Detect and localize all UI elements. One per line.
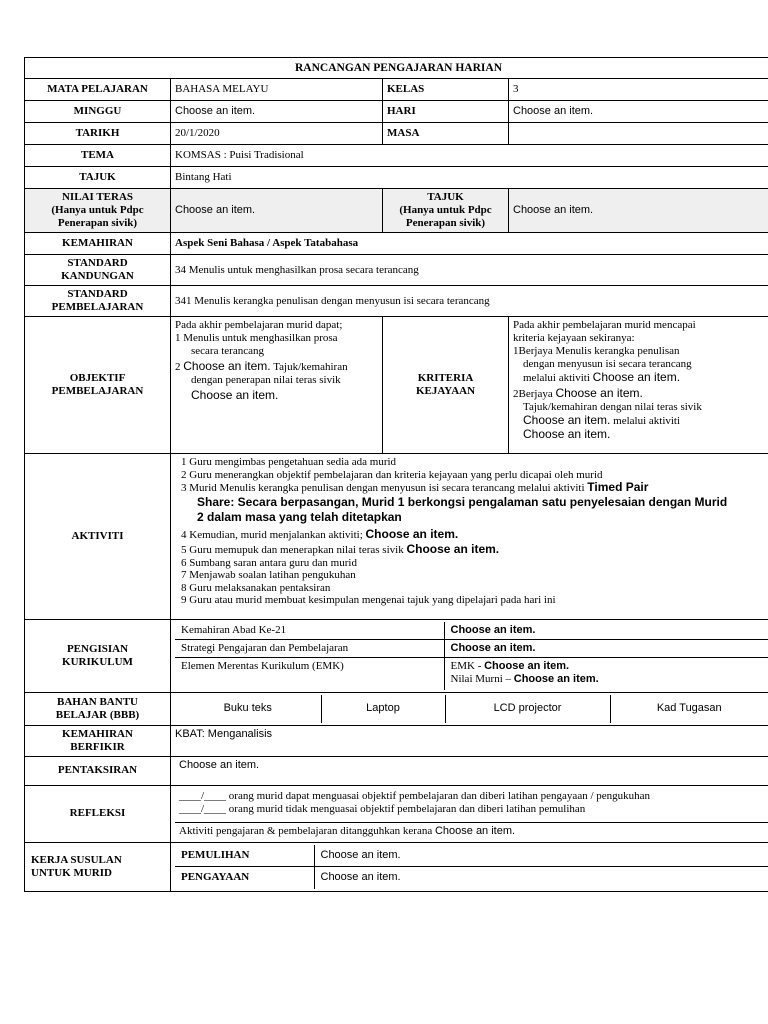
standard-kandungan-label-2: KANDUNGAN bbox=[61, 270, 134, 282]
objektif-content[interactable] bbox=[171, 317, 383, 454]
pengisian-nilai-dropdown[interactable]: Choose an item. bbox=[513, 673, 599, 685]
nilai-teras-title: NILAI TERAS bbox=[61, 191, 134, 203]
objektif-label-1: OBJEKTIF bbox=[69, 372, 126, 384]
aktiviti-item-1: 1 Guru mengimbas pengetahuan sedia ada murid bbox=[181, 456, 397, 468]
objektif-item-2-dropdown[interactable]: Choose an item. bbox=[183, 359, 271, 373]
kriteria-item-1-dropdown[interactable]: Choose an item. bbox=[592, 370, 681, 384]
lesson-plan-table bbox=[24, 57, 768, 892]
pengisian-nilai-line bbox=[451, 673, 763, 686]
kerja-susulan-label-2: UNTUK MURID bbox=[31, 866, 112, 879]
refleksi-line-3-dropdown[interactable]: Choose an item. bbox=[434, 824, 516, 837]
nilai-teras-note-1: (Hanya untuk Pdpc bbox=[51, 204, 144, 216]
aktiviti-item-5-dropdown[interactable]: Choose an item. bbox=[406, 542, 500, 556]
tajuk-label: TAJUK bbox=[25, 167, 171, 189]
standard-kandungan-label bbox=[25, 255, 171, 286]
kriteria-content[interactable] bbox=[509, 317, 768, 454]
refleksi-label: REFLEKSI bbox=[25, 785, 171, 842]
kriteria-intro-1: Pada akhir pembelajaran murid mencapai bbox=[513, 319, 696, 331]
aktiviti-item-3-text: 3 Murid Menulis kerangka penulisan dengan menyusun isi secara terancang melalui aktiviti bbox=[181, 482, 585, 494]
kriteria-item-2 bbox=[513, 387, 768, 401]
tema-value[interactable]: KOMSAS : Puisi Tradisional bbox=[171, 145, 768, 167]
bbb-table bbox=[175, 695, 768, 723]
tajuk-sivik-note-1: (Hanya untuk Pdpc bbox=[399, 204, 492, 216]
kriteria-label bbox=[383, 317, 509, 454]
bbb-item-1[interactable]: Buku teks bbox=[175, 695, 321, 723]
bbb-item-3[interactable]: LCD projector bbox=[445, 695, 610, 723]
berfikir-label bbox=[25, 725, 171, 756]
kriteria-item-1-cont-2 bbox=[513, 371, 768, 385]
objektif-label bbox=[25, 317, 171, 454]
bbb-item-4[interactable]: Kad Tugasan bbox=[610, 695, 768, 723]
aktiviti-item-3-cont-2: 2 dalam masa yang telah ditetapkan bbox=[197, 509, 402, 524]
kriteria-intro-2: kriteria kejayaan sekiranya: bbox=[513, 332, 635, 344]
kriteria-item-2-dropdown-2[interactable]: Choose an item. bbox=[523, 413, 611, 427]
bbb-content bbox=[171, 692, 768, 725]
mata-pelajaran-label: MATA PELAJARAN bbox=[25, 79, 171, 101]
berfikir-value[interactable]: KBAT: Menganalisis bbox=[171, 725, 768, 756]
tajuk-value[interactable]: Bintang Hati bbox=[171, 167, 768, 189]
kerja-susulan-label bbox=[25, 842, 171, 891]
standard-pembelajaran-label-2: PEMBELAJARAN bbox=[51, 301, 144, 313]
pengisian-emk-label: Elemen Merentas Kurikulum (EMK) bbox=[175, 658, 444, 690]
lesson-plan-page bbox=[24, 57, 768, 892]
aktiviti-content[interactable] bbox=[171, 454, 768, 620]
tajuk-sivik-dropdown[interactable]: Choose an item. bbox=[509, 189, 768, 233]
standard-kandungan-value[interactable]: 34 Menulis untuk menghasilkan prosa secara terancang bbox=[171, 255, 768, 286]
refleksi-content bbox=[171, 785, 768, 842]
masa-value[interactable] bbox=[509, 123, 768, 145]
pemulihan-label: PEMULIHAN bbox=[175, 845, 314, 867]
kriteria-item-2-prefix: 2Berjaya bbox=[513, 388, 553, 400]
kriteria-item-1-cont: dengan menyusun isi secara terancang bbox=[523, 358, 692, 370]
objektif-item-1-cont: secara terancang bbox=[191, 345, 264, 357]
pengisian-abad-label: Kemahiran Abad Ke-21 bbox=[175, 622, 444, 640]
objektif-item-2-number: 2 bbox=[175, 361, 181, 373]
tema-label: TEMA bbox=[25, 145, 171, 167]
aktiviti-item-2: 2 Guru menerangkan objektif pembelajaran dan kriteria kejayaan yang perlu dicapai oleh murid bbox=[181, 468, 603, 481]
kelas-value: 3 bbox=[509, 79, 768, 101]
kriteria-item-2-dropdown[interactable]: Choose an item. bbox=[555, 386, 643, 400]
kriteria-label-1: KRITERIA bbox=[417, 372, 474, 384]
kemahiran-label: KEMAHIRAN bbox=[25, 233, 171, 255]
kelas-label: KELAS bbox=[383, 79, 509, 101]
aktiviti-list bbox=[181, 456, 768, 607]
kriteria-item-2-aktiviti: melalui aktiviti bbox=[613, 415, 681, 427]
standard-pembelajaran-label-1: STANDARD bbox=[67, 288, 128, 300]
aktiviti-item-3-cont: Share: Secara berpasangan, Murid 1 berkongsi pengalaman satu penyelesaian dengan Murid bbox=[197, 494, 728, 509]
objektif-label-2: PEMBELAJARAN bbox=[51, 385, 144, 397]
pentaksiran-dropdown[interactable]: Choose an item. bbox=[171, 756, 768, 785]
masa-label: MASA bbox=[383, 123, 509, 145]
bbb-label-2: BELAJAR (BBB) bbox=[55, 708, 140, 721]
mata-pelajaran-value: BAHASA MELAYU bbox=[171, 79, 383, 101]
aktiviti-item-4-text: 4 Kemudian, murid menjalankan aktiviti; bbox=[181, 528, 363, 541]
pengisian-strategi-label: Strategi Pengajaran dan Pembelajaran bbox=[175, 640, 444, 658]
aktiviti-item-8: 8 Guru melaksanakan pentaksiran bbox=[181, 581, 331, 594]
tarikh-value[interactable]: 20/1/2020 bbox=[171, 123, 383, 145]
pengisian-emk-line bbox=[451, 660, 763, 673]
kerja-susulan-label-1: KERJA SUSULAN bbox=[31, 853, 122, 866]
objektif-item-2-cont: dengan penerapan nilai teras sivik bbox=[191, 374, 341, 386]
hari-label: HARI bbox=[383, 101, 509, 123]
pengisian-emk-dropdown[interactable]: Choose an item. bbox=[484, 660, 570, 672]
pengisian-emk-values bbox=[444, 658, 768, 690]
aktiviti-item-5 bbox=[181, 543, 768, 557]
objektif-item-1: 1 Menulis untuk menghasilkan prosa bbox=[175, 332, 338, 344]
pengisian-label-2: KURIKULUM bbox=[62, 655, 133, 668]
objektif-item-2-dropdown-2[interactable]: Choose an item. bbox=[191, 388, 279, 402]
kriteria-item-1-aktiviti: melalui aktiviti bbox=[523, 372, 590, 384]
standard-pembelajaran-label bbox=[25, 286, 171, 317]
pengisian-abad-dropdown[interactable]: Choose an item. bbox=[444, 622, 768, 640]
kriteria-item-2-dropdown-3[interactable]: Choose an item. bbox=[523, 427, 611, 441]
aktiviti-item-7: 7 Menjawab soalan latihan pengukuhan bbox=[181, 569, 356, 581]
refleksi-line-3 bbox=[175, 823, 768, 840]
standard-kandungan-label-1: STANDARD bbox=[67, 257, 128, 269]
kemahiran-value[interactable]: Aspek Seni Bahasa / Aspek Tatabahasa bbox=[171, 233, 768, 255]
aktiviti-item-6: 6 Sumbang saran antara guru dan murid bbox=[181, 556, 357, 569]
bbb-label bbox=[25, 692, 171, 725]
aktiviti-item-5-text: 5 Guru memupuk dan menerapkan nilai teras sivik bbox=[181, 544, 404, 556]
refleksi-line-2[interactable]: ____/____ orang murid tidak menguasai objektif pembelajaran dan diberi latihan pemulihan bbox=[179, 802, 586, 815]
aktiviti-label: AKTIVITI bbox=[25, 454, 171, 620]
pengayaan-dropdown[interactable]: Choose an item. bbox=[314, 867, 768, 889]
aktiviti-item-4 bbox=[181, 528, 768, 542]
kriteria-item-2-cont: Tajuk/kemahiran dengan nilai teras sivik bbox=[523, 401, 702, 413]
page-title: RANCANGAN PENGAJARAN HARIAN bbox=[25, 58, 768, 79]
pengisian-emk-prefix: EMK - bbox=[450, 660, 485, 672]
nilai-teras-note-2: Penerapan sivik) bbox=[57, 217, 138, 229]
aktiviti-item-4-dropdown[interactable]: Choose an item. bbox=[365, 526, 459, 541]
bbb-label-1: BAHAN BANTU bbox=[57, 695, 138, 708]
objektif-item-2 bbox=[175, 360, 378, 374]
kerja-susulan-content bbox=[171, 842, 768, 891]
pengisian-nilai-prefix: Nilai Murni – bbox=[450, 673, 514, 685]
kriteria-item-1: 1Berjaya Menulis kerangka penulisan bbox=[513, 345, 680, 357]
aktiviti-item-3 bbox=[181, 481, 768, 495]
minggu-dropdown[interactable]: Choose an item. bbox=[171, 101, 383, 123]
berfikir-label-2: BERFIKIR bbox=[70, 740, 125, 753]
hari-dropdown[interactable]: Choose an item. bbox=[509, 101, 768, 123]
pengisian-content bbox=[171, 620, 768, 693]
standard-pembelajaran-value[interactable]: 341 Menulis kerangka penulisan dengan menyusun isi secara terancang bbox=[171, 286, 768, 317]
pengayaan-label: PENGAYAAN bbox=[175, 867, 314, 889]
aktiviti-item-9: 9 Guru atau murid membuat kesimpulan mengenai tajuk yang dipelajari pada hari ini bbox=[181, 594, 556, 606]
kriteria-label-2: KEJAYAAN bbox=[415, 385, 476, 397]
refleksi-line-3-text: Aktiviti pengajaran & pembelajaran ditangguhkan kerana bbox=[179, 824, 433, 837]
pengisian-label bbox=[25, 620, 171, 693]
objektif-intro: Pada akhir pembelajaran murid dapat; bbox=[175, 319, 343, 331]
tajuk-sivik-title: TAJUK bbox=[427, 191, 464, 203]
pemulihan-dropdown[interactable]: Choose an item. bbox=[314, 845, 768, 867]
refleksi-lines bbox=[175, 788, 768, 823]
aktiviti-item-3-tail: Timed Pair bbox=[587, 480, 649, 494]
kriteria-item-2-cont-2 bbox=[513, 414, 768, 428]
tarikh-label: TARIKH bbox=[25, 123, 171, 145]
refleksi-line-1[interactable]: ____/____ orang murid dapat menguasai objektif pembelajaran dan diberi latihan pengayaan / pengukuhan bbox=[179, 789, 651, 802]
pengisian-table bbox=[175, 622, 768, 690]
nilai-teras-label bbox=[25, 189, 171, 233]
tajuk-sivik-note-2: Penerapan sivik) bbox=[405, 217, 486, 229]
pengisian-label-1: PENGISIAN bbox=[66, 642, 129, 655]
tajuk-sivik-label bbox=[383, 189, 509, 233]
pengisian-strategi-dropdown[interactable]: Choose an item. bbox=[444, 640, 768, 658]
nilai-teras-dropdown[interactable]: Choose an item. bbox=[171, 189, 383, 233]
minggu-label: MINGGU bbox=[25, 101, 171, 123]
kerja-susulan-table bbox=[175, 845, 768, 889]
berfikir-label-1: KEMAHIRAN bbox=[62, 727, 133, 740]
objektif-item-2-suffix: Tajuk/kemahiran bbox=[273, 361, 348, 373]
pentaksiran-label: PENTAKSIRAN bbox=[25, 756, 171, 785]
bbb-item-2[interactable]: Laptop bbox=[321, 695, 445, 723]
